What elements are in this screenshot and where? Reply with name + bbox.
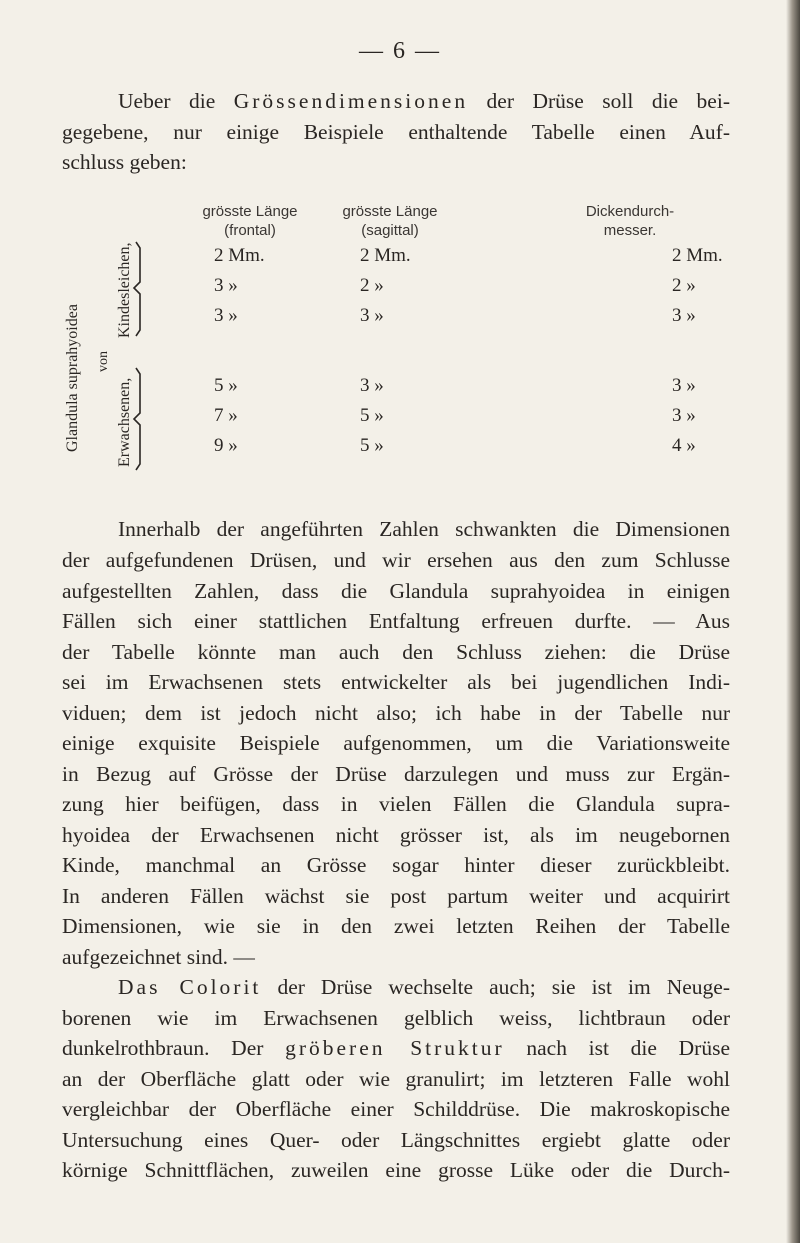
body2-line-4: an der Oberfläche glatt oder wie granulirt; im letzteren Falle wohl xyxy=(62,1067,730,1091)
cell-r5-c1: 7 » xyxy=(214,405,238,426)
cell-r3-c1: 3 » xyxy=(214,305,238,326)
body2-line-2: borenen wie im Erwachsenen gelblich weiss, lichtbraun oder xyxy=(62,1006,730,1030)
row-label-erwachsenen: Erwachsenen, xyxy=(116,377,133,467)
page-number: — 6 — xyxy=(359,38,441,64)
intro-line-1: Ueber die Grössendimensionen der Drüse soll die bei- xyxy=(118,89,730,113)
body-line-11: hyoidea der Erwachsenen nicht grösser ist, als im neugebornen xyxy=(62,823,730,847)
body-line-15: aufgezeichnet sind. — xyxy=(62,945,255,969)
brace-erwachsenen xyxy=(134,368,140,470)
body2-line-7: körnige Schnittflächen, zuweilen eine grosse Lüke oder die Durch- xyxy=(62,1158,730,1182)
cell-r1-c1: 2 Mm. xyxy=(214,245,265,266)
body-line-10: zung hier beifügen, dass in vielen Fällen die Glandula supra- xyxy=(62,792,730,816)
body2-line-6: Untersuchung eines Quer- oder Längschnittes ergiebt glatte oder xyxy=(62,1128,730,1152)
cell-r2-c3: 2 » xyxy=(672,275,696,296)
body-line-2: der aufgefundenen Drüsen, und wir ersehen aus den zum Schlusse xyxy=(62,548,730,572)
intro-line-3: schluss geben: xyxy=(62,150,187,174)
cell-r3-c3: 3 » xyxy=(672,305,696,326)
body-line-13: In anderen Fällen wächst sie post partum weiter und acquirirt xyxy=(62,884,730,908)
row-braces xyxy=(132,238,156,474)
cell-r6-c2: 5 » xyxy=(360,435,384,456)
body2-line-1: Das Colorit der Drüse wechselte auch; sie ist im Neuge- xyxy=(118,975,730,999)
cell-r5-c2: 5 » xyxy=(360,405,384,426)
cell-r4-c2: 3 » xyxy=(360,375,384,396)
col-header-dickendurchmesser: Dickendurch- messer. xyxy=(585,203,675,239)
emphasis-groessendimensionen: Grössendimensionen xyxy=(233,89,469,113)
emphasis-struktur: gröberen Struktur xyxy=(285,1036,505,1060)
body-line-1: Innerhalb der angeführten Zahlen schwankten die Dimensionen xyxy=(118,517,730,541)
body-line-7: viduen; dem ist jedoch nicht also; ich habe in der Tabelle nur xyxy=(62,701,730,725)
cell-r5-c3: 3 » xyxy=(672,405,696,426)
cell-r4-c3: 3 » xyxy=(672,375,696,396)
body-line-6: sei im Erwachsenen stets entwickelter als bei jugendlichen Indi- xyxy=(62,670,730,694)
page-edge-shadow xyxy=(786,0,800,1243)
intro-line-2: gegebene, nur einige Beispiele enthaltende Tabelle einen Auf- xyxy=(62,120,730,144)
cell-r1-c2: 2 Mm. xyxy=(360,245,411,266)
brace-kindesleichen xyxy=(134,242,140,336)
col-header-frontal: grösste Länge (frontal) xyxy=(202,203,298,239)
cell-r2-c1: 3 » xyxy=(214,275,238,296)
cell-r3-c2: 3 » xyxy=(360,305,384,326)
emphasis-colorit: Das Colorit xyxy=(118,975,262,999)
row-label-von: von xyxy=(96,351,111,372)
row-label-kindesleichen: Kindesleichen, xyxy=(116,242,133,338)
cell-r2-c2: 2 » xyxy=(360,275,384,296)
cell-r4-c1: 5 » xyxy=(214,375,238,396)
body2-line-5: vergleichbar der Oberfläche einer Schilddrüse. Die makroskopische xyxy=(62,1097,730,1121)
body-line-8: einige exquisite Beispiele aufgenommen, um die Variationsweite xyxy=(62,731,730,755)
body-line-9: in Bezug auf Grösse der Drüse darzulegen und muss zur Ergän- xyxy=(62,762,730,786)
cell-r6-c1: 9 » xyxy=(214,435,238,456)
cell-r6-c3: 4 » xyxy=(672,435,696,456)
body-line-4: Fällen sich einer stattlichen Entfaltung erfreuen durfte. — Aus xyxy=(62,609,730,633)
col-header-sagittal: grösste Länge (sagittal) xyxy=(342,203,438,239)
body-line-12: Kinde, manchmal an Grösse sogar hinter dieser zurückbleibt. xyxy=(62,853,730,877)
body-line-3: aufgestellten Zahlen, dass die Glandula suprahyoidea in einigen xyxy=(62,579,730,603)
row-label-glandula: Glandula suprahyoidea xyxy=(64,304,81,452)
body-line-5: der Tabelle könnte man auch den Schluss ziehen: die Drüse xyxy=(62,640,730,664)
body2-line-3: dunkelrothbraun. Der gröberen Struktur nach ist die Drüse xyxy=(62,1036,730,1060)
body-line-14: Dimensionen, wie sie in den zwei letzten Reihen der Tabelle xyxy=(62,914,730,938)
cell-r1-c3: 2 Mm. xyxy=(672,245,723,266)
